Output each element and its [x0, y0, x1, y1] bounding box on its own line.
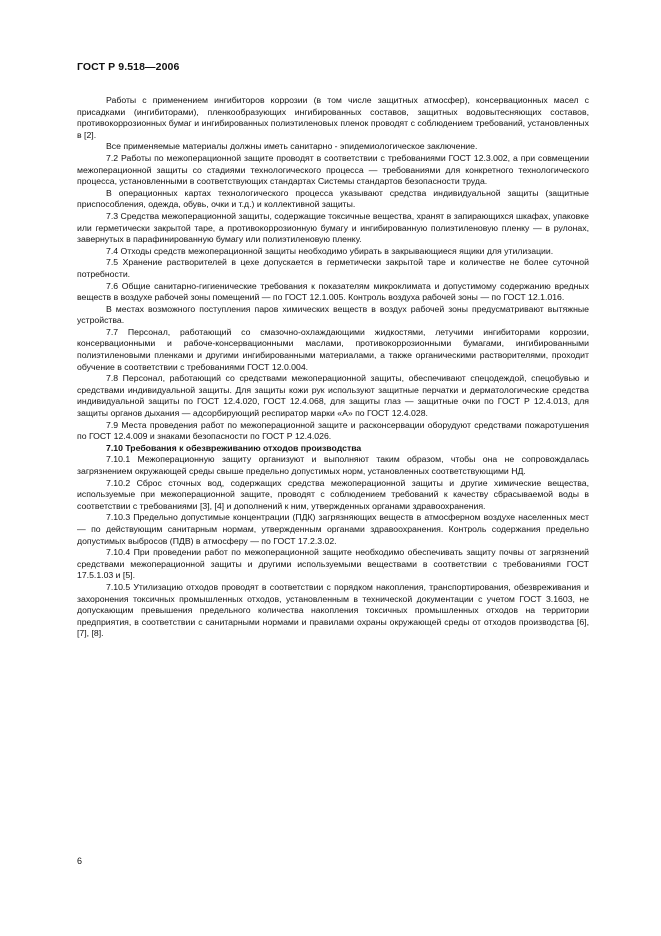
paragraph-7-10-1: 7.10.1 Межоперационную защиту организуют и выполняют таким образом, чтобы она не сопровождалась загрязнением окружающей среды свыше предельно допустимых норм, установленных соответствующими НД.: [77, 454, 589, 476]
paragraph: Все применяемые материалы должны иметь санитарно - эпидемиологическое заключение.: [106, 141, 478, 152]
paragraph-7-6: 7.6 Общие санитарно-гигиенические требования к показателям микроклимата и допустимому содержанию вредных веществ в воздухе рабочей зоны помещений — по ГОСТ 12.1.005. Контроль воздуха рабочей зоны — по ГОСТ 12.1.016.: [77, 280, 589, 303]
paragraph-7-8: 7.8 Персонал, работающий со средствами межоперационной защиты, обеспечивают спецодеждой, спецобувью и средствами индивидуальной защиты. Для защиты кожи рук используют защитные перчатки и дерматологические средства индивидуальной защиты по ГОСТ 12.4.020, ГОСТ 12.4.068, для защиты глаз — защитные очки по ГОСТ Р 12.4.013, для защиты органов дыхания — адсорбирующий респиратор марки «А» по ГОСТ 12.4.028.: [77, 373, 589, 419]
paragraph: В местах возможного поступления паров химических веществ в воздух рабочей зоны предусматривают вытяжные устройства.: [77, 303, 589, 326]
paragraph-7-10-2: 7.10.2 Сброс сточных вод, содержащих средства межоперационной защиты и другие химические вещества, используемые при межоперационной защите, проводят с соблюдением требований к качеству сбрасываемой воды в соответствии с требованиями [3], [4] и дополнений к ним, утвержденных органами здравоохранения.: [77, 477, 589, 511]
paragraph: Работы с применением ингибиторов коррозии (в том числе защитных атмосфер), консервационных масел с присадками (ингибиторами), пленкообразующих ингибированных составов, защитных водовытесняющих составов, противокоррозионных бумаг и ингибированных полиэтиленовых пленок проводят с соблюдением требований, установленных в [2].: [77, 95, 589, 140]
section-heading-7-10: 7.10 Требования к обезвреживанию отходов производства: [106, 442, 362, 453]
paragraph-7-10-4: 7.10.4 При проведении работ по межоперационной защите необходимо обеспечивать защиту почвы от загрязнений средствами межоперационной защиты и другими используемыми веществами в соответствии с требованиями ГОСТ 17.5.1.03 и [5].: [77, 547, 589, 581]
paragraph-7-9: 7.9 Места проведения работ по межоперационной защите и расконсервации оборудуют средствами пожаротушения по ГОСТ 12.4.009 и знаками безопасности по ГОСТ Р 12.4.026.: [77, 419, 589, 442]
document-header: ГОСТ Р 9.518—2006: [77, 61, 180, 73]
paragraph-7-7: 7.7 Персонал, работающий со смазочно-охлаждающими жидкостями, летучими ингибиторами коррозии, консервационными и рабоче-консервационными маслами, противокоррозионными бумагами, ингибированными полиэтиленовыми пленками и другими ингибированными материалами, а также органическими растворителями, проходит обучение в соответствии с требованиями ГОСТ 12.0.004.: [77, 326, 589, 372]
paragraph-7-4: 7.4 Отходы средств межоперационной защиты необходимо убирать в закрывающиеся ящики для утилизации.: [106, 245, 554, 256]
document-body: [77, 95, 589, 640]
paragraph-7-10-3: 7.10.3 Предельно допустимые концентрации (ПДК) загрязняющих веществ в атмосферном воздухе населенных мест — по действующим санитарным нормам, утвержденным органами здравоохранения. Контроль содержания предельно допустимых выбросов (ПДВ) в атмосферу — по ГОСТ 17.2.3.02.: [77, 512, 589, 546]
paragraph-7-3: 7.3 Средства межоперационной защиты, содержащие токсичные вещества, хранят в запирающихся шкафах, упаковке или герметически закрытой таре, а противокоррозионную бумагу и ингибированную полиэтиленовую пленку — в рулонах, завернутых в парафинированную бумагу или полиэтиленовую пленку.: [77, 210, 589, 245]
page-number: 6: [77, 856, 83, 866]
paragraph: В операционных картах технологического процесса указывают средства индивидуальной защиты (защитные приспособления, одежда, обувь, очки и т.д.) и коллективной защиты.: [77, 187, 589, 210]
paragraph-7-5: 7.5 Хранение растворителей в цехе допускается в герметически закрытой таре и количестве не более суточной потребности.: [77, 257, 589, 279]
paragraph-7-2: 7.2 Работы по межоперационной защите проводят в соответствии с требованиями ГОСТ 12.3.002, а при совмещении межоперационной защиты со стадиями технологического процесса — требованиями для конкретного технологического процесса, установленными в соответствующих стандартах Системы стандартов безопасности труда.: [77, 152, 589, 187]
paragraph-7-10-5: 7.10.5 Утилизацию отходов проводят в соответствии с порядком накопления, транспортирования, обезвреживания и захоронения токсичных промышленных отходов, установленным в технической документации с учетом ГОСТ 3.1603, не допускающим превышения предельного количества накопления токсичных промышленных отходов на территории предприятия, в соответствии с санитарными нормами и правилами охраны окружающей среды от отходов производства [6], [7], [8].: [77, 581, 589, 639]
